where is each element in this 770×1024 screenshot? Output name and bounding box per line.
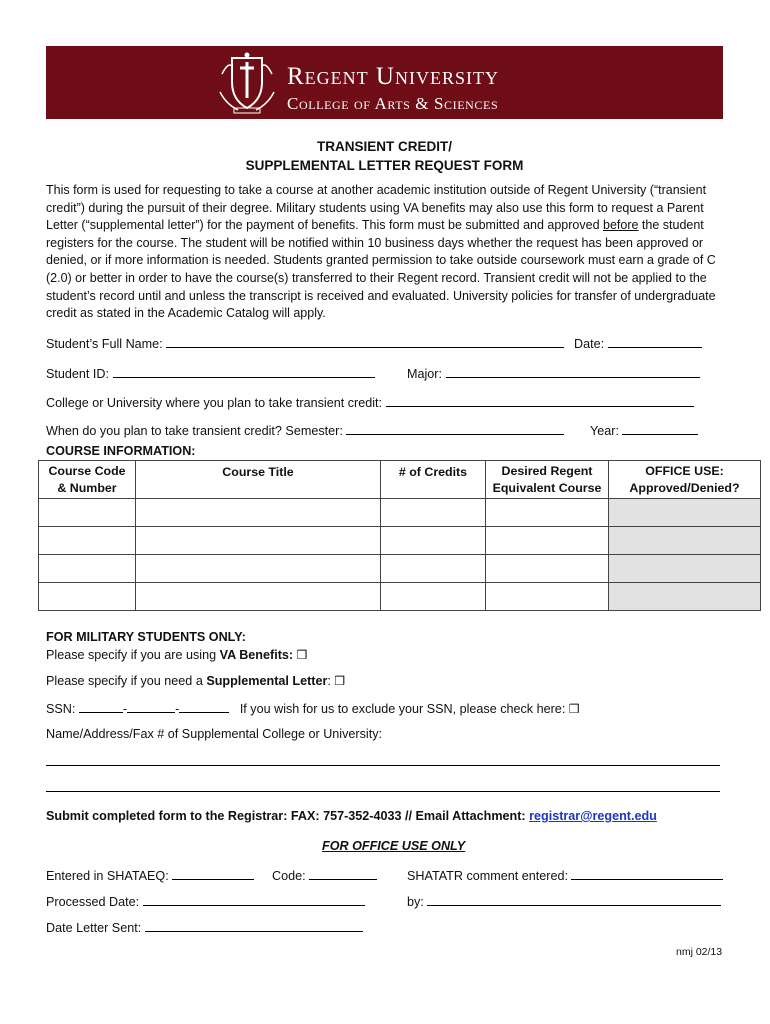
registrar-email-link[interactable]: registrar@regent.edu: [529, 809, 657, 823]
shatatr-row: [407, 867, 723, 883]
va-benefits-row: [46, 648, 307, 662]
semester-label: When do you plan to take transient credit? Semester:: [46, 424, 343, 438]
supplemental-row: [46, 674, 345, 688]
major-input[interactable]: [446, 365, 700, 378]
ssn-part2-input[interactable]: [127, 700, 175, 713]
office-use-cell: [609, 499, 761, 527]
ssn-label: SSN:: [46, 702, 76, 716]
student-id-input[interactable]: [113, 365, 375, 378]
equivalent-cell[interactable]: [486, 499, 609, 527]
intro-text-part1: This form is used for requesting to take a course at another academic institution outside of Regent University (“transient credit”) during the pursuit of their degree. Military students using VA benefits may also use this form to request a Parent Letter (“supplemental letter”) for the payment of benefits. This form must be submitted and approved: [46, 183, 707, 233]
ssn-exclude-checkbox[interactable]: ❒: [568, 702, 580, 716]
equivalent-cell[interactable]: [486, 527, 609, 555]
ssn-part3-input[interactable]: [179, 700, 229, 713]
code-input[interactable]: [309, 867, 377, 880]
course-title-cell[interactable]: [136, 527, 381, 555]
supplemental-colon: :: [327, 674, 331, 688]
shatatr-label: SHATATR comment entered:: [407, 869, 568, 883]
student-id-label: Student ID:: [46, 367, 110, 381]
shatatr-input[interactable]: [571, 867, 723, 880]
course-code-cell[interactable]: [39, 583, 136, 611]
supplemental-college-input-line1[interactable]: [46, 764, 720, 766]
ssn-row: [46, 700, 580, 716]
processed-input[interactable]: [143, 893, 365, 906]
shataeq-label: Entered in SHATAEQ:: [46, 869, 169, 883]
table-row: [39, 499, 761, 527]
supplemental-prefix: Please specify if you need a: [46, 674, 207, 688]
submit-text: Submit completed form to the Registrar: FAX: 757-352-4033 // Email Attachment:: [46, 809, 530, 823]
course-title-cell[interactable]: [136, 499, 381, 527]
semester-input[interactable]: [346, 422, 564, 435]
credits-cell[interactable]: [381, 527, 486, 555]
va-benefits-label: VA Benefits:: [219, 648, 294, 662]
col-credits: # of Credits: [381, 461, 486, 499]
table-row: [39, 583, 761, 611]
letter-sent-label: Date Letter Sent:: [46, 921, 142, 935]
course-table-header: [39, 461, 761, 499]
col-regent-equivalent: Desired Regent Equivalent Course: [486, 461, 609, 499]
ssn-dash: -: [122, 702, 128, 716]
form-title-line1: TRANSIENT CREDIT/: [317, 139, 452, 154]
by-input[interactable]: [427, 893, 721, 906]
college-input[interactable]: [386, 394, 694, 407]
by-label: by:: [407, 895, 424, 909]
form-title-line2: SUPPLEMENTAL LETTER REQUEST FORM: [245, 158, 524, 173]
processed-row: [46, 893, 365, 909]
date-row: [574, 335, 702, 351]
shataeq-row: [46, 867, 254, 883]
ssn-part1-input[interactable]: [79, 700, 123, 713]
footer-code: nmj 02/13: [676, 946, 723, 958]
course-info-heading: COURSE INFORMATION:: [46, 444, 196, 458]
year-label: Year:: [590, 424, 619, 438]
full-name-input[interactable]: [166, 335, 564, 348]
supplemental-checkbox[interactable]: ❒: [334, 674, 346, 688]
table-row: [39, 555, 761, 583]
year-row: [590, 422, 698, 438]
equivalent-cell[interactable]: [486, 555, 609, 583]
full-name-label: Student’s Full Name:: [46, 337, 163, 351]
letter-sent-input[interactable]: [145, 919, 363, 932]
office-use-heading: FOR OFFICE USE ONLY: [322, 839, 466, 853]
college-label: College or University where you plan to take transient credit:: [46, 396, 382, 410]
code-row: [272, 867, 377, 883]
credits-cell[interactable]: [381, 583, 486, 611]
course-code-cell[interactable]: [39, 555, 136, 583]
processed-label: Processed Date:: [46, 895, 140, 909]
office-use-cell: [609, 555, 761, 583]
col-course-title: Course Title: [136, 461, 381, 499]
equivalent-cell[interactable]: [486, 583, 609, 611]
credits-cell[interactable]: [381, 555, 486, 583]
university-name: Regent University: [287, 63, 499, 90]
intro-emphasis-before: before: [603, 218, 639, 233]
shataeq-input[interactable]: [172, 867, 254, 880]
college-name: College of Arts & Sciences: [287, 94, 499, 113]
course-code-cell[interactable]: [39, 499, 136, 527]
date-label: Date:: [574, 337, 605, 351]
submit-instructions: [46, 809, 657, 823]
supplemental-label: Supplemental Letter: [206, 674, 328, 688]
intro-paragraph: [46, 182, 726, 323]
ssn-exclude-label: If you wish for us to exclude your SSN, please check here:: [239, 702, 566, 716]
col-office-use: OFFICE USE: Approved/Denied?: [609, 461, 761, 499]
supplemental-college-input-line2[interactable]: [46, 790, 720, 792]
table-row: [39, 527, 761, 555]
letter-sent-row: [46, 919, 363, 935]
va-benefits-prefix: Please specify if you are using: [46, 648, 220, 662]
major-row: [407, 365, 700, 381]
course-table: [38, 460, 761, 611]
by-row: [407, 893, 721, 909]
date-input[interactable]: [608, 335, 702, 348]
va-benefits-checkbox[interactable]: ❒: [296, 648, 308, 662]
major-label: Major:: [407, 367, 442, 381]
course-title-cell[interactable]: [136, 583, 381, 611]
full-name-row: [46, 335, 564, 351]
student-id-row: [46, 365, 375, 381]
ssn-dash: -: [175, 702, 180, 716]
college-row: [46, 394, 694, 410]
office-use-cell: [609, 583, 761, 611]
col-course-code: Course Code & Number: [39, 461, 136, 499]
course-title-cell[interactable]: [136, 555, 381, 583]
course-code-cell[interactable]: [39, 527, 136, 555]
supplemental-college-label: Name/Address/Fax # of Supplemental College or University:: [46, 727, 382, 741]
code-label: Code:: [272, 869, 306, 883]
university-seal-logo: [218, 52, 276, 116]
office-use-cell: [609, 527, 761, 555]
intro-text-part2: the student registers for the course. The student will be notified within 10 business days whether the request has been approved or denied, or if more information is needed. Students granted permission to take outside coursework must earn a grade of C (2.0) or better in order to have the course(s) transferred to their Regent record. Transient credit will not be applied to the student’s record until and unless the transcript is received and evaluated. University policies for transfer of undergraduate credit as stated in the Academic Catalog will apply.: [46, 218, 716, 321]
military-heading: FOR MILITARY STUDENTS ONLY:: [46, 630, 246, 644]
credits-cell[interactable]: [381, 499, 486, 527]
year-input[interactable]: [622, 422, 698, 435]
semester-row: [46, 422, 564, 438]
